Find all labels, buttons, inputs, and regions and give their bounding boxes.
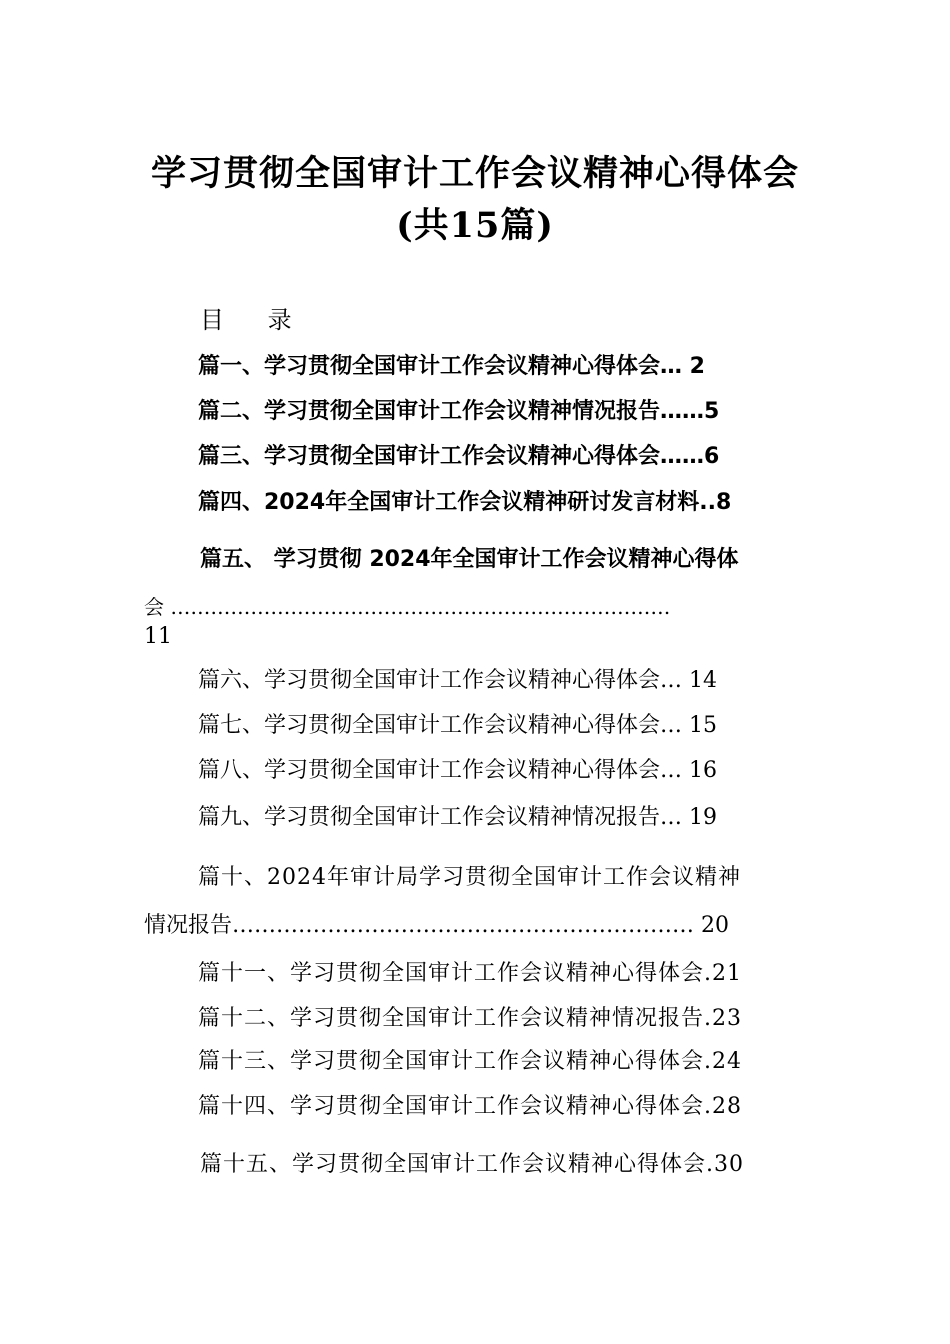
toc-entry-15[interactable]: 篇十五、学习贯彻全国审计工作会议精神心得体会.30 — [200, 1152, 744, 1177]
toc-entry-3[interactable]: 篇三、学习贯彻全国审计工作会议精神心得体会……6 — [198, 444, 720, 469]
toc-entry-4[interactable]: 篇四、2024年全国审计工作会议精神研讨发言材料..8 — [198, 490, 732, 515]
toc-entry-5-line2[interactable]: 会 ………………………………………………………………… — [144, 595, 671, 619]
toc-entry-10-line2[interactable]: 情况报告……………………………………………………… 20 — [144, 913, 729, 938]
toc-entry-13[interactable]: 篇十三、学习贯彻全国审计工作会议精神心得体会.24 — [198, 1049, 742, 1074]
toc-entry-5-page[interactable]: 11 — [144, 624, 172, 649]
toc-entry-5-line1[interactable]: 篇五、 学习贯彻 2024年全国审计工作会议精神心得体 — [200, 547, 739, 572]
toc-entry-12[interactable]: 篇十二、学习贯彻全国审计工作会议精神情况报告.23 — [198, 1006, 742, 1031]
toc-entry-2[interactable]: 篇二、学习贯彻全国审计工作会议精神情况报告……5 — [198, 399, 720, 424]
document-subtitle: (共15篇) — [396, 205, 554, 246]
toc-entry-7[interactable]: 篇七、学习贯彻全国审计工作会议精神心得体会… 15 — [198, 713, 717, 738]
toc-entry-11[interactable]: 篇十一、学习贯彻全国审计工作会议精神心得体会.21 — [198, 961, 742, 986]
toc-entry-9[interactable]: 篇九、学习贯彻全国审计工作会议精神情况报告… 19 — [198, 805, 717, 830]
document-title: 学习贯彻全国审计工作会议精神心得体会 — [150, 153, 799, 194]
toc-heading: 目 录 — [200, 306, 310, 334]
toc-entry-6[interactable]: 篇六、学习贯彻全国审计工作会议精神心得体会… 14 — [198, 668, 717, 693]
toc-entry-10-line1[interactable]: 篇十、2024年审计局学习贯彻全国审计工作会议精神 — [198, 865, 741, 890]
toc-entry-1[interactable]: 篇一、学习贯彻全国审计工作会议精神心得体会… 2 — [198, 354, 705, 379]
toc-entry-14[interactable]: 篇十四、学习贯彻全国审计工作会议精神心得体会.28 — [198, 1094, 742, 1119]
toc-entry-8[interactable]: 篇八、学习贯彻全国审计工作会议精神心得体会… 16 — [198, 758, 717, 783]
